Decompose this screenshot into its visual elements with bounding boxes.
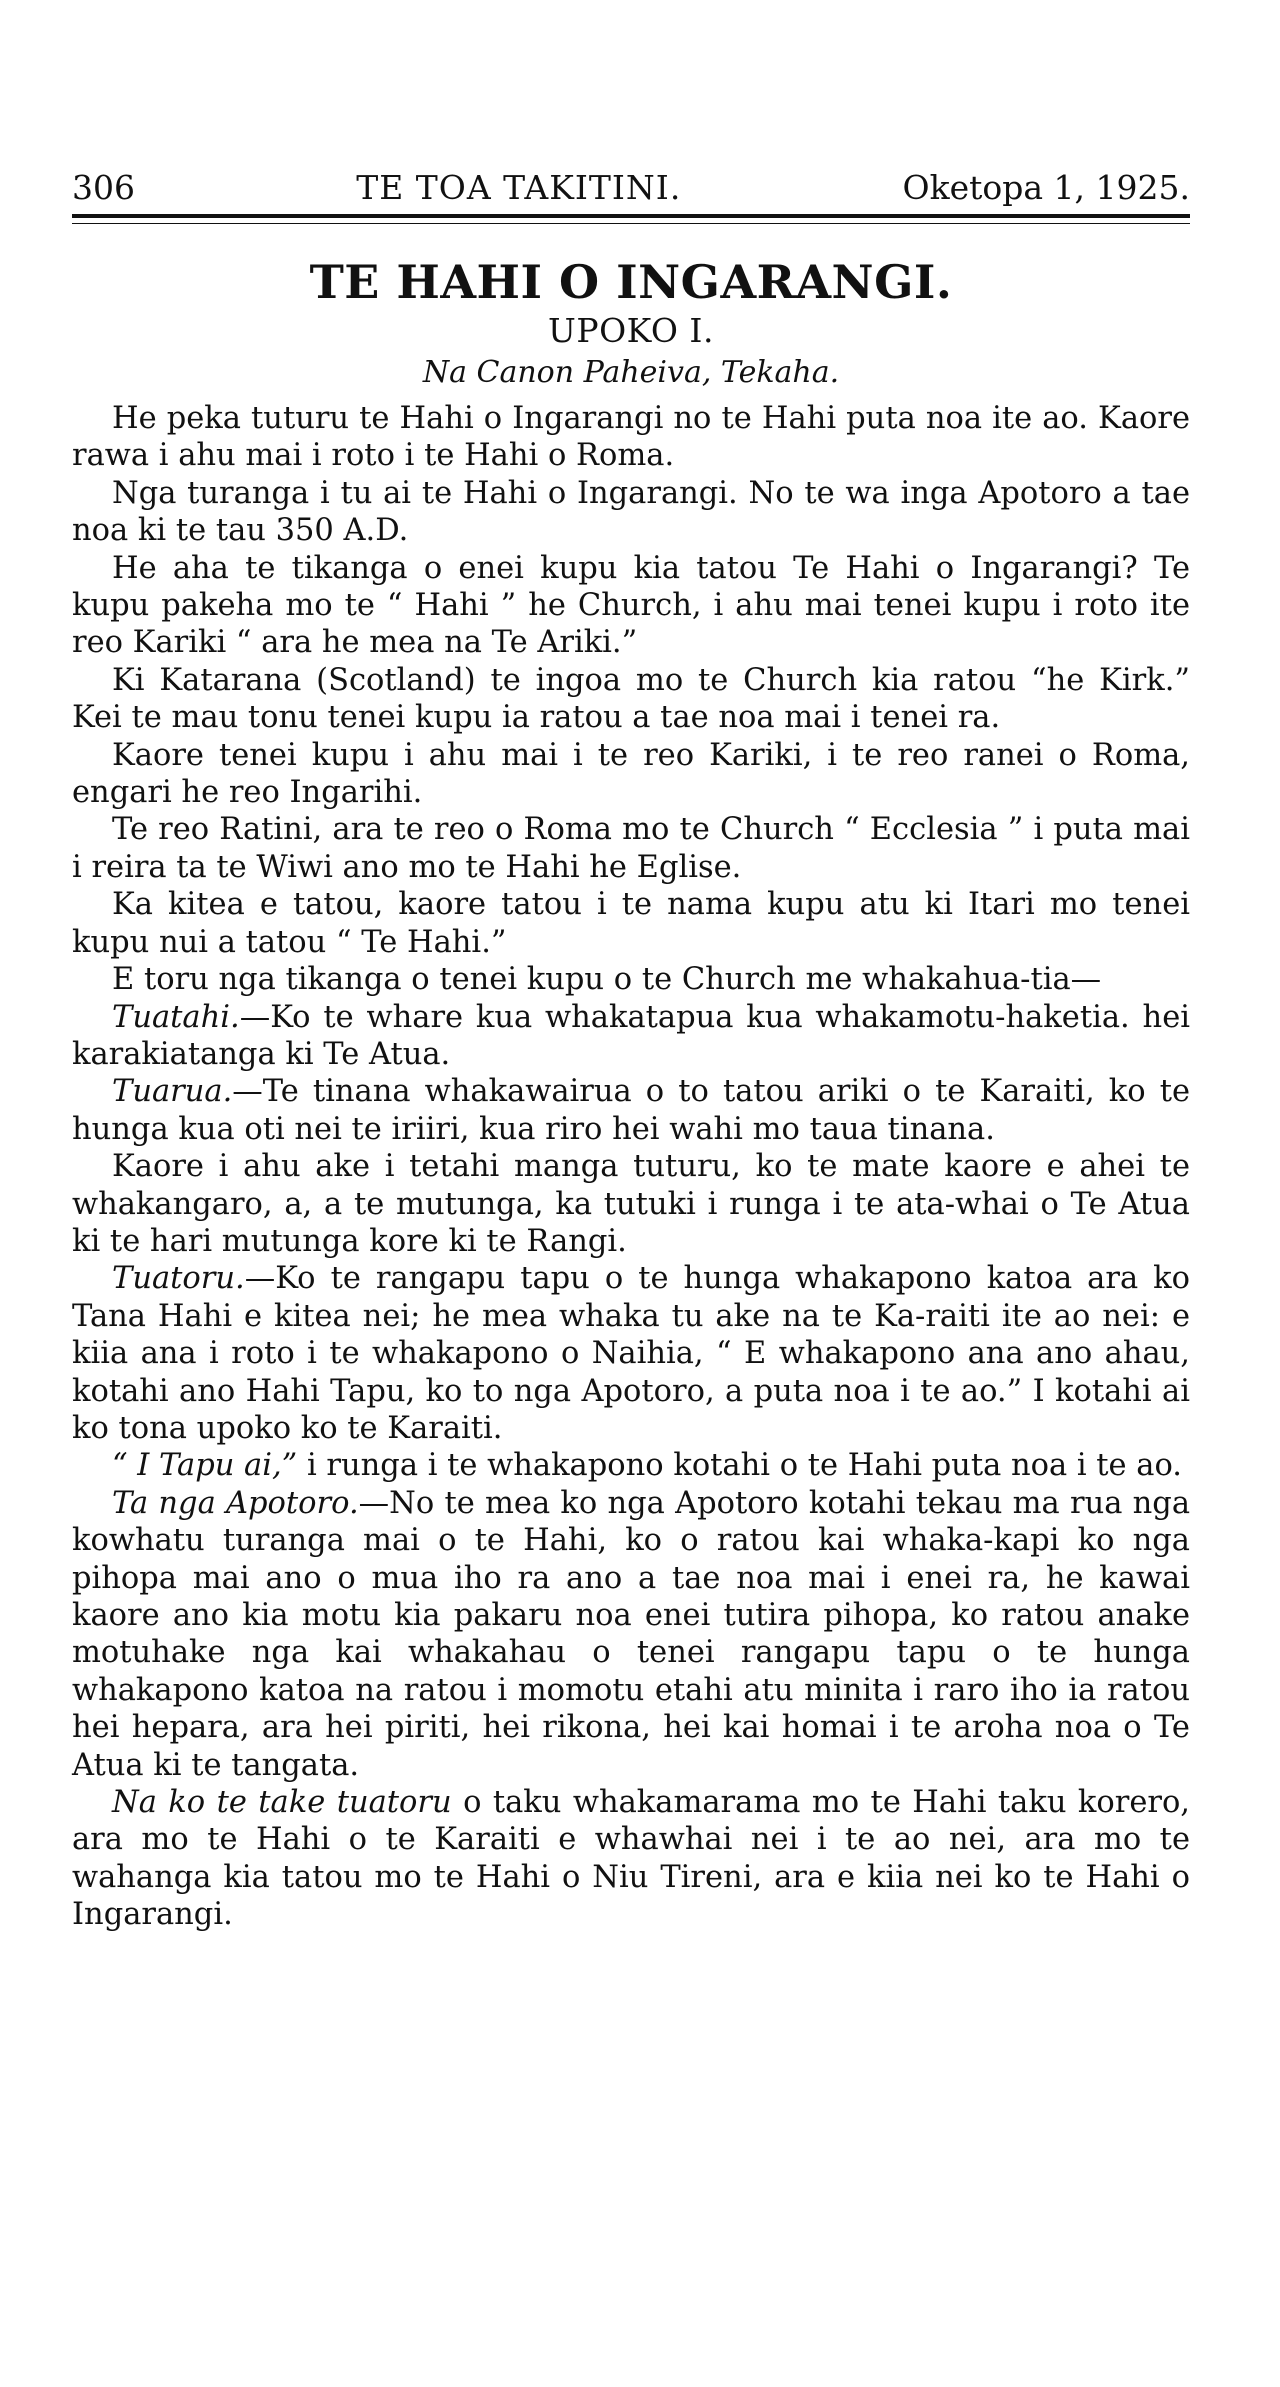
paragraph-lead: Tuatahi.: [112, 999, 240, 1035]
article-title: TE HAHI O INGARANGI.: [309, 255, 953, 309]
page-number: 306: [72, 168, 135, 207]
paragraph: Ka kitea e tatou, kaore tatou i te nama kupu atu ki Itari mo tenei kupu nui a tatou “ Te Hahi.”: [72, 887, 1190, 960]
chapter-label: UPOKO I.: [548, 311, 714, 350]
paragraph: Te reo Ratini, ara te reo o Roma mo te Church “ Ecclesia ” i puta mai i reira ta te Wiwi ano mo te Hahi he Eglise.: [72, 812, 1190, 885]
paragraph-lead: Tuatoru.: [112, 1261, 245, 1297]
paragraph: Na ko te take tuatoru o taku whakamarama mo te Hahi taku korero, ara mo te Hahi o te Karaiti e whawhai nei i te ao nei, ara mo te wahanga kia tatou mo te Hahi o Niu Tireni, ara e kiia nei ko te Hahi o Ingarangi.: [72, 1785, 1191, 1933]
paragraph: Ki Katarana (Scotland) te ingoa mo te Church kia ratou “he Kirk.” Kei te mau tonu tenei kupu ia ratou a tae noa mai i tenei ra.: [72, 662, 1190, 736]
article-body: [72, 400, 1190, 1934]
paragraph-lead: Na ko te take tuatoru: [112, 1785, 452, 1821]
paragraph: Nga turanga i tu ai te Hahi o Ingarangi. No te wa inga Apotoro a tae noa ki te tau 350 A.D.: [72, 475, 1190, 549]
paragraph-lead: Tuarua.: [112, 1074, 233, 1110]
author-byline: Na Canon Paheiva, Tekaha.: [422, 355, 840, 390]
journal-title: TE TOA TAKITINI.: [356, 168, 682, 207]
paragraph: He peka tuturu te Hahi o Ingarangi no te Hahi puta noa ite ao. Kaore rawa i ahu mai i roto i te Hahi o Roma.: [72, 401, 1190, 474]
header-rule-thin: [72, 223, 1190, 224]
paragraph-lead: Ta nga Apotoro.: [112, 1485, 359, 1521]
running-header: [72, 168, 1190, 210]
paragraph: E toru nga tikanga o tenei kupu o te Church me whakahua-tia—: [112, 962, 1102, 998]
header-rule-thick: [72, 214, 1190, 218]
page: [72, 168, 1190, 1934]
paragraph: Kaore tenei kupu i ahu mai i te reo Kariki, i te reo ranei o Roma, engari he reo Ingarihi.: [72, 737, 1190, 811]
issue-date: Oketopa 1, 1925.: [902, 168, 1190, 207]
paragraph: Tuarua.—Te tinana whakawairua o to tatou ariki o te Karaiti, ko te hunga kua oti nei te iriiri, kua riro hei wahi mo taua tinana.: [72, 1074, 1190, 1147]
paragraph: Ta nga Apotoro.—No te mea ko nga Apotoro kotahi tekau ma rua nga kowhatu turanga mai o te Hahi, ko o ratou kai whaka-kapi ko nga pihopa mai ano o mua iho ra ano a tae noa mai i enei ra, he kawai kaore ano kia motu kia pakaru noa enei tutira pihopa, ko ratou anake motuhake nga kai whakahau o tenei rangapu tapu o te hunga whakapono katoa na ratou i momotu etahi atu minita i raro iho ia ratou hei hepara, ara hei piriti, hei rikona, hei kai homai i te aroha noa o Te Atua ki te tangata.: [72, 1485, 1190, 1783]
paragraph: He aha te tikanga o enei kupu kia tatou Te Hahi o Ingarangi? Te kupu pakeha mo te “ Hahi ” he Church, i ahu mai tenei kupu i roto ite reo Kariki “ ara he mea na Te Ariki.”: [72, 550, 1190, 661]
paragraph-lead: “ I Tapu ai,”: [112, 1448, 298, 1484]
paragraph: Kaore i ahu ake i tetahi manga tuturu, ko te mate kaore e ahei te whakangaro, a, a te mutunga, ka tutuki i runga i te ata-whai o Te Atua ki te hari mutunga kore ki te Rangi.: [72, 1149, 1190, 1259]
paragraph: Tuatoru.—Ko te rangapu tapu o te hunga whakapono katoa ara ko Tana Hahi e kitea nei; he mea whaka tu ake na te Ka-raiti ite ao nei: e kiia ana i roto i te whakapono o Naihia, “ E whakapono ana ano ahau, kotahi ano Hahi Tapu, ko to nga Apotoro, a puta noa i te ao.” I kotahi ai ko tona upoko ko te Karaiti.: [72, 1261, 1190, 1446]
paragraph: “ I Tapu ai,” i runga i te whakapono kotahi o te Hahi puta noa i te ao.: [112, 1448, 1182, 1484]
paragraph: Tuatahi.—Ko te whare kua whakatapua kua whakamotu-haketia. hei karakiatanga ki Te Atua.: [72, 999, 1190, 1072]
